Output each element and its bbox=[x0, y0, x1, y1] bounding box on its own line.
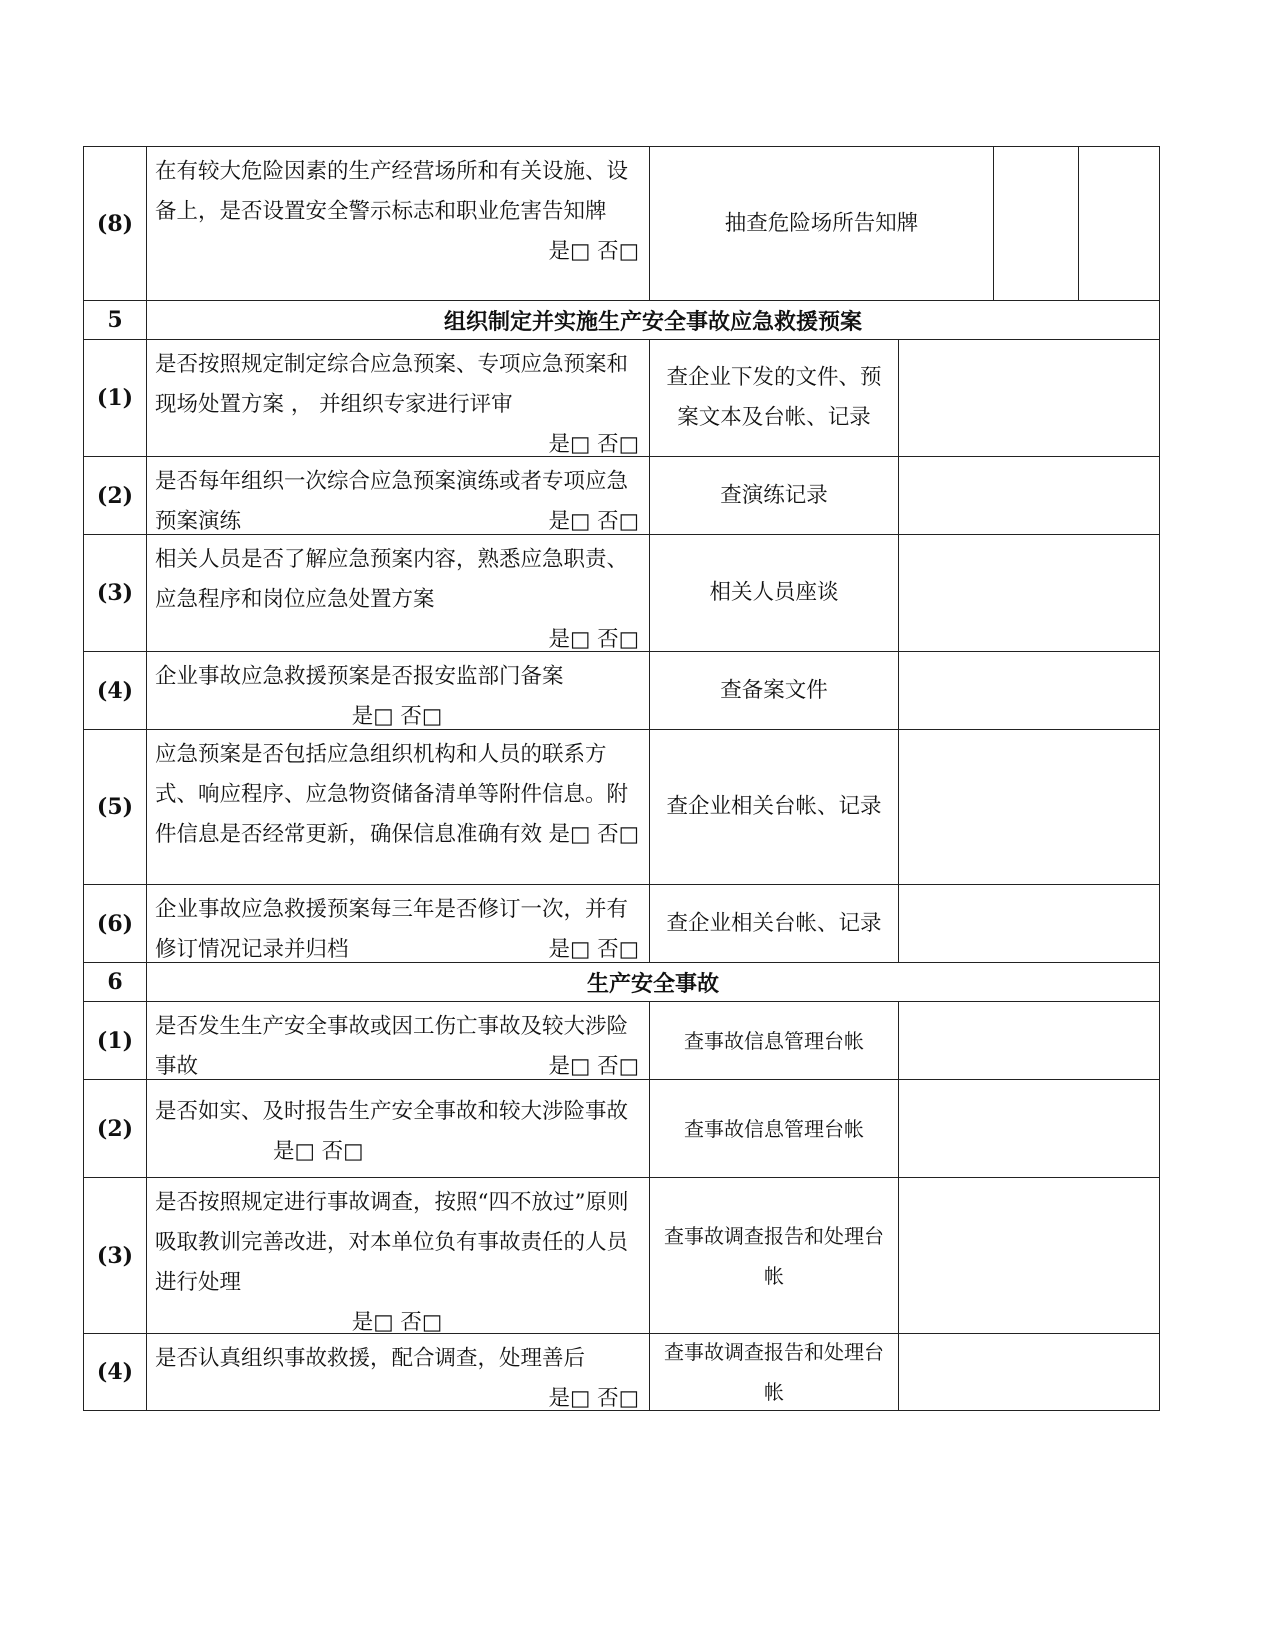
result-cell[interactable] bbox=[898, 651, 1160, 729]
row-number: (8) bbox=[83, 146, 146, 300]
section-title: 组织制定并实施生产安全事故应急救援预案 bbox=[146, 300, 1160, 339]
check-method: 查备案文件 bbox=[649, 651, 898, 729]
check-method: 查事故信息管理台帐 bbox=[649, 1001, 898, 1079]
table-row bbox=[83, 884, 1160, 962]
check-item bbox=[146, 146, 649, 300]
check-item-text: 相关人员是否了解应急预案内容，熟悉应急职责、应急程序和岗位应急处置方案 bbox=[155, 547, 629, 612]
check-item-text: 是否按照规定进行事故调查，按照“四不放过”原则吸取教训完善改进，对本单位负有事故责任的人员进行处理 bbox=[155, 1190, 629, 1295]
check-item-text: 是否如实、及时报告生产安全事故和较大涉险事故 bbox=[155, 1099, 629, 1124]
check-item bbox=[146, 884, 649, 962]
check-item bbox=[146, 1333, 649, 1411]
check-item-text: 企业事故应急救援预案是否报安监部门备案 bbox=[155, 664, 564, 689]
table-row bbox=[83, 339, 1160, 456]
table-row bbox=[83, 534, 1160, 651]
yes-no-checkboxes[interactable]: 是□ 否□ bbox=[548, 627, 639, 652]
yes-no-checkboxes[interactable]: 是□ 否□ bbox=[273, 1139, 364, 1164]
check-method: 查演练记录 bbox=[649, 456, 898, 534]
check-item bbox=[146, 729, 649, 884]
check-item-text: 是否按照规定制定综合应急预案、专项应急预案和现场处置方案 ， 并组织专家进行评审 bbox=[155, 352, 629, 417]
check-method: 查事故调查报告和处理台帐 bbox=[649, 1333, 898, 1411]
row-number: (1) bbox=[83, 339, 146, 456]
yes-no-checkboxes[interactable]: 是□ 否□ bbox=[548, 1054, 639, 1079]
result-cell[interactable] bbox=[898, 1079, 1160, 1177]
check-item bbox=[146, 456, 649, 534]
result-cell[interactable] bbox=[993, 146, 1078, 300]
section-number: 6 bbox=[83, 962, 146, 1001]
check-method: 查企业相关台帐、记录 bbox=[649, 729, 898, 884]
yes-no-checkboxes[interactable]: 是□ 否□ bbox=[548, 822, 639, 847]
yes-no-checkboxes[interactable]: 是□ 否□ bbox=[548, 1386, 639, 1411]
check-item bbox=[146, 651, 649, 729]
check-item-text: 是否每年组织一次综合应急预案演练或者专项应急预案演练 bbox=[155, 469, 629, 534]
result-cell[interactable] bbox=[898, 456, 1160, 534]
yes-no-checkboxes[interactable]: 是□ 否□ bbox=[548, 509, 639, 534]
check-method: 查事故调查报告和处理台帐 bbox=[649, 1177, 898, 1333]
table-row bbox=[83, 1001, 1160, 1079]
table-row bbox=[83, 146, 1160, 300]
result-cell[interactable] bbox=[898, 339, 1160, 456]
check-item-text: 是否发生生产安全事故或因工伤亡事故及较大涉险事故 bbox=[155, 1014, 629, 1079]
check-item-text: 企业事故应急救援预案每三年是否修订一次，并有修订情况记录并归档 bbox=[155, 897, 629, 962]
result-cell[interactable] bbox=[898, 1333, 1160, 1411]
result-cell[interactable] bbox=[898, 884, 1160, 962]
row-number: (4) bbox=[83, 1333, 146, 1411]
table-row bbox=[83, 1177, 1160, 1333]
check-item-text: 在有较大危险因素的生产经营场所和有关设施、设备上，是否设置安全警示标志和职业危害告知牌 bbox=[155, 159, 629, 224]
check-item bbox=[146, 1079, 649, 1177]
section-row bbox=[83, 962, 1160, 1001]
check-item bbox=[146, 1177, 649, 1333]
result-cell[interactable] bbox=[898, 1177, 1160, 1333]
section-number: 5 bbox=[83, 300, 146, 339]
check-method: 查企业下发的文件、预案文本及台帐、记录 bbox=[649, 339, 898, 456]
result-cell[interactable] bbox=[898, 729, 1160, 884]
table-row bbox=[83, 651, 1160, 729]
row-number: (3) bbox=[83, 534, 146, 651]
section-title: 生产安全事故 bbox=[146, 962, 1160, 1001]
check-method: 查事故信息管理台帐 bbox=[649, 1079, 898, 1177]
yes-no-checkboxes[interactable]: 是□ 否□ bbox=[548, 937, 639, 962]
check-method: 查企业相关台帐、记录 bbox=[649, 884, 898, 962]
table-row bbox=[83, 1079, 1160, 1177]
table-row bbox=[83, 729, 1160, 884]
row-number: (2) bbox=[83, 1079, 146, 1177]
table-row bbox=[83, 1333, 1160, 1411]
row-number: (6) bbox=[83, 884, 146, 962]
table-row bbox=[83, 456, 1160, 534]
check-method: 相关人员座谈 bbox=[649, 534, 898, 651]
row-number: (5) bbox=[83, 729, 146, 884]
remark-cell[interactable] bbox=[1078, 146, 1160, 300]
check-item bbox=[146, 339, 649, 456]
yes-no-checkboxes[interactable]: 是□ 否□ bbox=[548, 239, 639, 264]
check-item bbox=[146, 534, 649, 651]
row-number: (3) bbox=[83, 1177, 146, 1333]
yes-no-checkboxes[interactable]: 是□ 否□ bbox=[548, 432, 639, 457]
yes-no-checkboxes[interactable]: 是□ 否□ bbox=[351, 704, 443, 729]
row-number: (2) bbox=[83, 456, 146, 534]
row-number: (1) bbox=[83, 1001, 146, 1079]
check-item bbox=[146, 1001, 649, 1079]
row-number: (4) bbox=[83, 651, 146, 729]
section-row bbox=[83, 300, 1160, 339]
result-cell[interactable] bbox=[898, 1001, 1160, 1079]
check-method: 抽查危险场所告知牌 bbox=[649, 146, 993, 300]
check-item-text: 应急预案是否包括应急组织机构和人员的联系方式、响应程序、应急物资储备清单等附件信息。附件信息是否经常更新，确保信息准确有效 bbox=[155, 742, 629, 847]
check-item-text: 是否认真组织事故救援，配合调查，处理善后 bbox=[155, 1346, 586, 1371]
yes-no-checkboxes[interactable]: 是□ 否□ bbox=[351, 1310, 443, 1335]
result-cell[interactable] bbox=[898, 534, 1160, 651]
